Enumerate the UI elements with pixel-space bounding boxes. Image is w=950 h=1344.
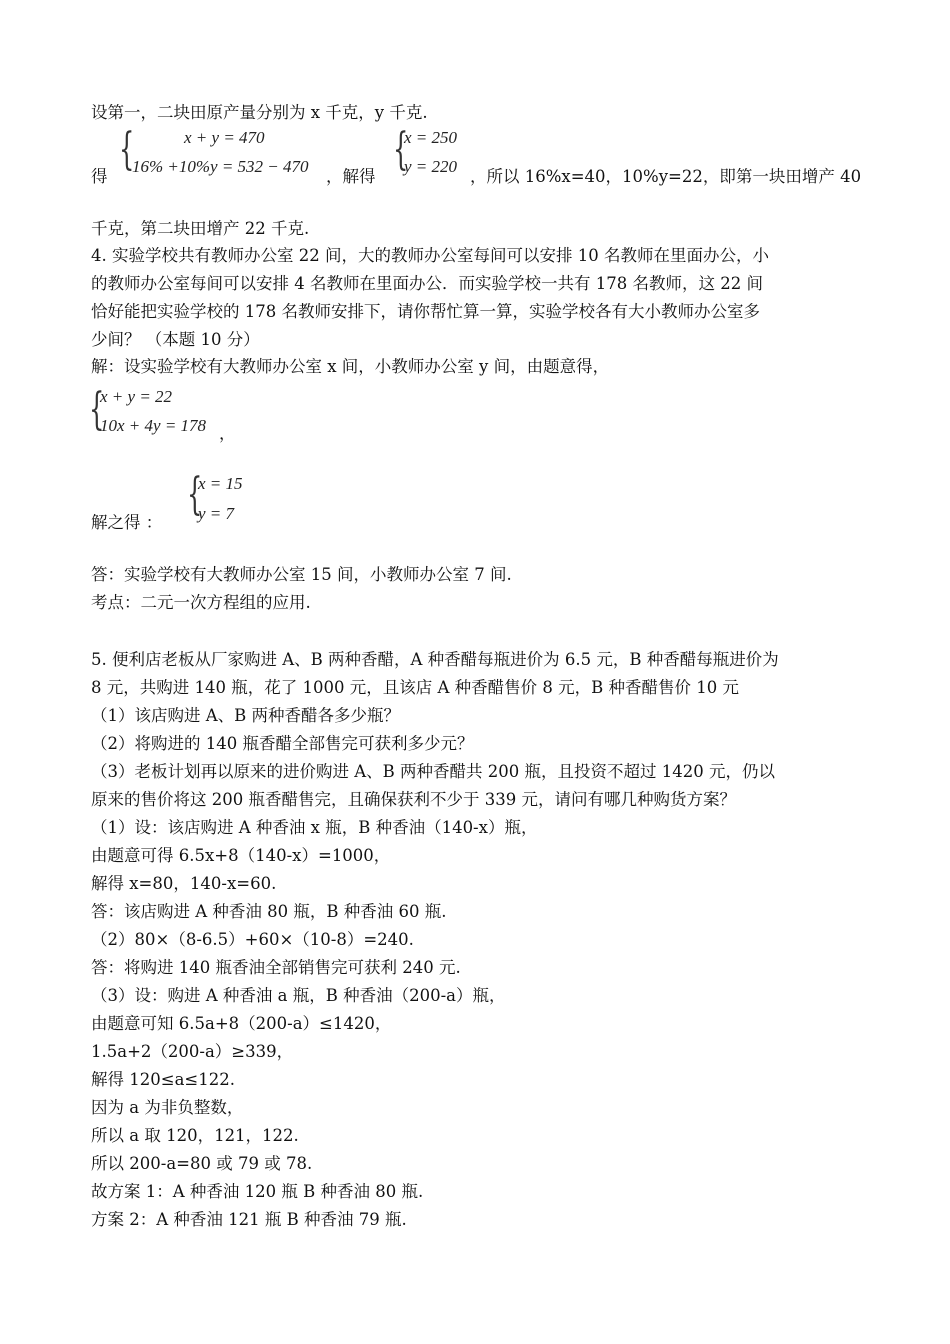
left-brace: {: [187, 469, 203, 520]
text-line: （1）该店购进 A、B 两种香醋各多少瓶？: [91, 706, 401, 725]
text-line: 方案 2：A 种香油 121 瓶 B 种香油 79 瓶.: [91, 1210, 407, 1229]
text-line: （2）将购进的 140 瓶香醋全部售完可获利多少元？: [91, 734, 474, 753]
text-line: 考点：二元一次方程组的应用.: [91, 593, 311, 612]
equation: y = 7: [198, 504, 235, 523]
equation: x + y = 22: [100, 387, 173, 406]
text-line: 1.5a+2（200-a）≥339，: [91, 1042, 294, 1061]
text-line: 解：设实验学校有大教师办公室 x 间，小教师办公室 y 间，由题意得，: [91, 357, 610, 376]
text-line: 8 元，共购进 140 瓶，花了 1000 元，且该店 A 种香醋售价 8 元，B 种香醋售价 10 元: [91, 678, 739, 697]
text-line: （3）老板计划再以原来的进价购进 A、B 两种香醋共 200 瓶，且投资不超过 1420 元，仍以: [91, 762, 775, 781]
punctuation: ，: [219, 424, 236, 443]
text-line: 5. 便利店老板从厂家购进 A、B 两种香醋，A 种香醋每瓶进价为 6.5 元，B 种香醋每瓶进价为: [91, 650, 779, 669]
text-line: 千克，第二块田增产 22 千克.: [91, 219, 310, 238]
text-line: 少间？ （本题 10 分）: [91, 330, 260, 349]
text-line: 设第一，二块田原产量分别为 x 千克，y 千克.: [91, 103, 428, 122]
text-line: 解得 120≤a≤122.: [91, 1070, 235, 1089]
left-brace: {: [89, 384, 105, 435]
text-line: 由题意可得 6.5x+8（140-x）=1000，: [91, 846, 391, 865]
text-line: 原来的售价将这 200 瓶香醋售完，且确保获利不少于 339 元，请问有哪几种购货方案？: [91, 790, 736, 809]
text-line: 恰好能把实验学校的 178 名教师安排下，请你帮忙算一算，实验学校各有大小教师办公室多: [91, 302, 760, 321]
text-line: （2）80×（8-6.5）+60×（10-8）=240.: [91, 930, 414, 949]
text-line: 4. 实验学校共有教师办公室 22 间，大的教师办公室每间可以安排 10 名教师在里面办公，小: [91, 246, 769, 265]
equation: y = 220: [404, 157, 458, 176]
text-line: （3）设：购进 A 种香油 a 瓶，B 种香油（200-a）瓶，: [91, 986, 506, 1005]
text-line: 解之得 ：: [91, 513, 163, 532]
text-line: 答：将购进 140 瓶香油全部销售完可获利 240 元.: [91, 958, 461, 977]
equation: 16% +10%y = 532 − 470: [132, 157, 309, 176]
text-line: 答：该店购进 A 种香油 80 瓶，B 种香油 60 瓶.: [91, 902, 447, 921]
text-line: 答：实验学校有大教师办公室 15 间，小教师办公室 7 间.: [91, 565, 512, 584]
text-line: （1）设：该店购进 A 种香油 x 瓶，B 种香油（140-x）瓶，: [91, 818, 538, 837]
text-line: 故方案 1：A 种香油 120 瓶 B 种香油 80 瓶.: [91, 1182, 424, 1201]
equation: x = 15: [198, 474, 243, 493]
text-line: 所以 a 取 120，121，122.: [91, 1126, 299, 1145]
text-line: ，所以 16%x=40，10%y=22，即第一块田增产 40: [470, 167, 862, 186]
text-line: 得: [91, 167, 108, 186]
text-line: 解得 x=80，140-x=60.: [91, 874, 277, 893]
left-brace: {: [119, 124, 135, 175]
text-line: 所以 200-a=80 或 79 或 78.: [91, 1154, 313, 1173]
text-line: 由题意可知 6.5a+8（200-a）≤1420，: [91, 1014, 392, 1033]
text-line: ，解得: [326, 167, 376, 186]
equation: 10x + 4y = 178: [100, 416, 207, 435]
text-line: 因为 a 为非负整数，: [91, 1098, 244, 1117]
equation: x + y = 470: [184, 128, 265, 147]
text-line: 的教师办公室每间可以安排 4 名教师在里面办公．而实验学校一共有 178 名教师，这 22 间: [91, 274, 763, 293]
equation: x = 250: [404, 128, 458, 147]
left-brace: {: [393, 124, 409, 175]
